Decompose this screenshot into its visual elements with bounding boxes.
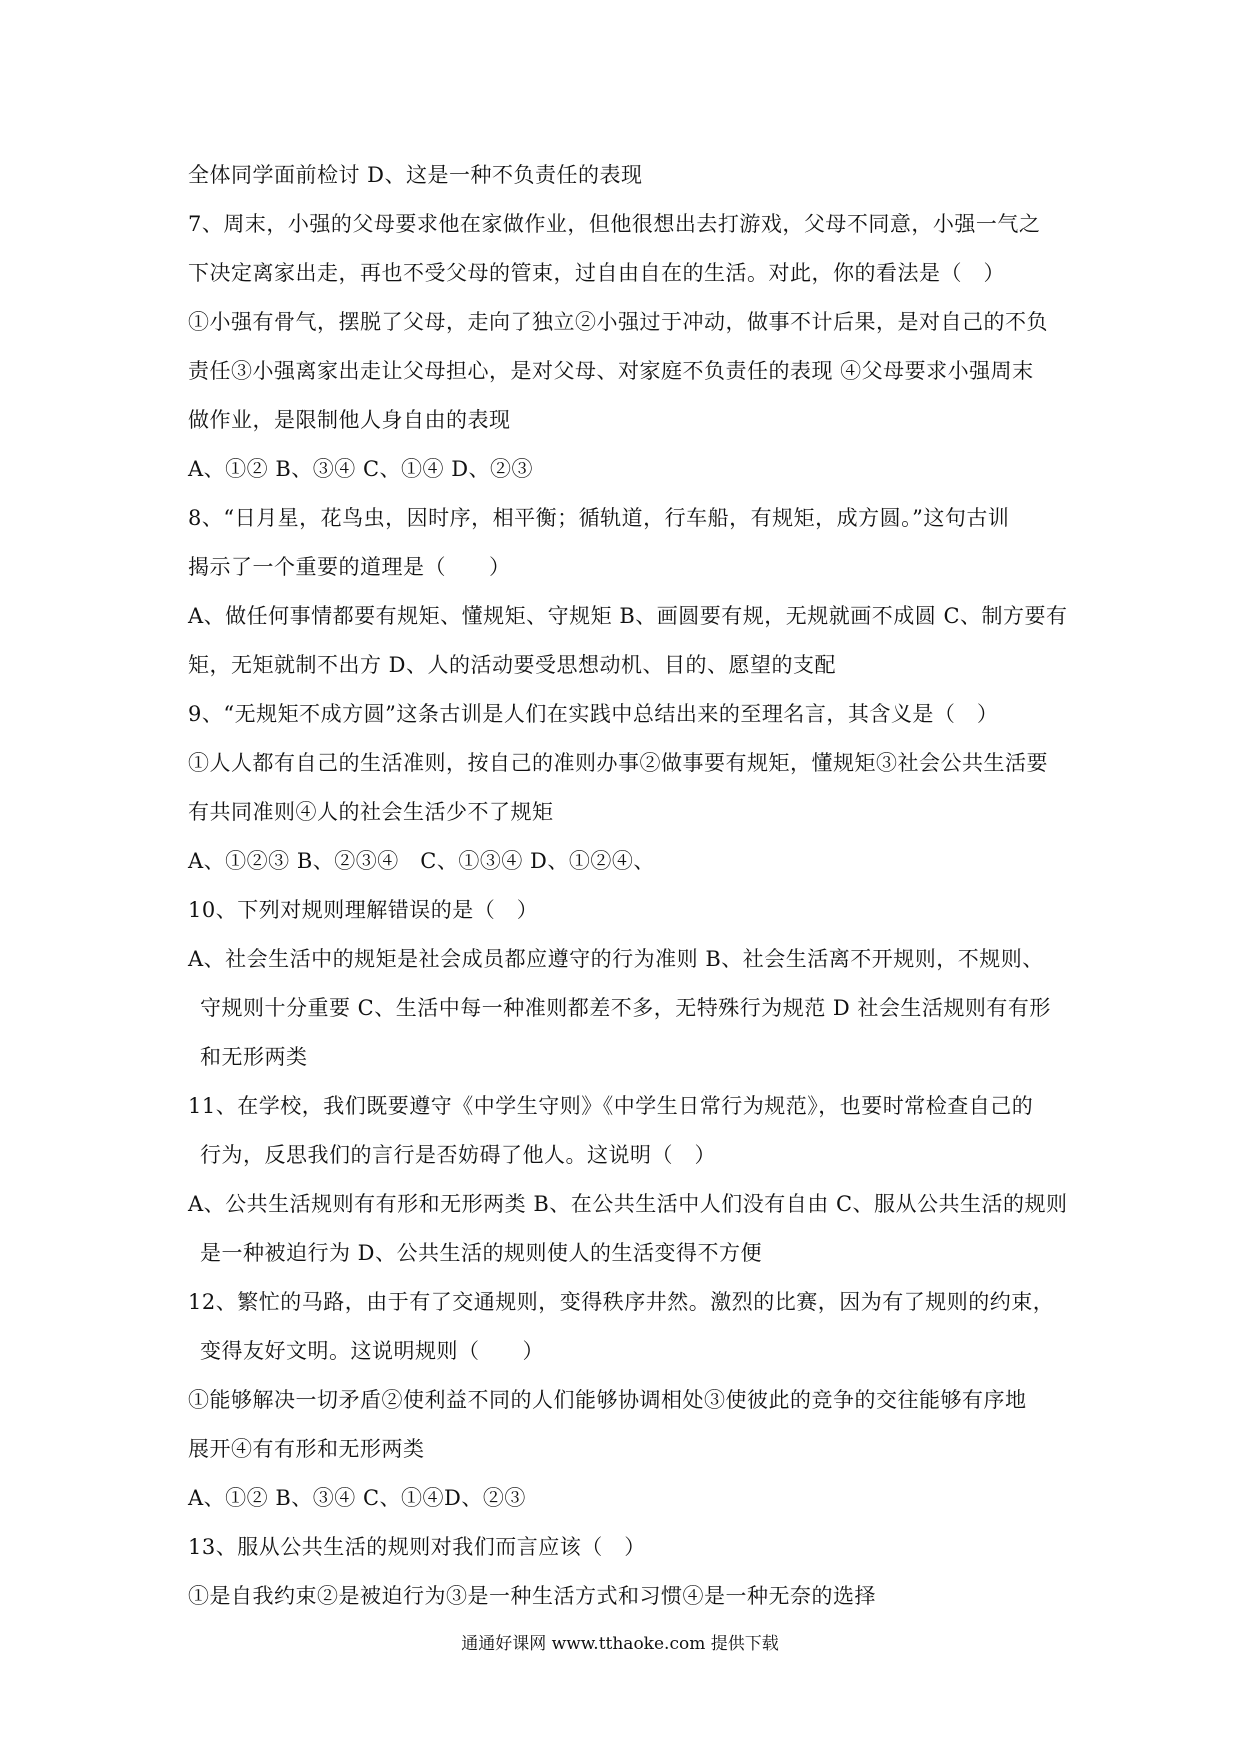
text-line: 和无形两类	[200, 1045, 308, 1069]
answer-options: A、①② B、③④ C、①④ D、②③	[188, 457, 534, 481]
answer-options: A、①②③ B、②③④ C、①③④ D、①②④、	[188, 849, 655, 873]
text-line: 做作业，是限制他人身自由的表现	[188, 408, 511, 432]
text-line: 责任③小强离家出走让父母担心，是对父母、对家庭不负责任的表现 ④父母要求小强周末	[188, 359, 1034, 383]
text-line: 变得友好文明。这说明规则（ ）	[200, 1339, 544, 1363]
text-line: 揭示了一个重要的道理是（ ）	[188, 555, 511, 579]
text-line: 有共同准则④人的社会生活少不了规矩	[188, 800, 554, 824]
question-8-line: 8、“日月星，花鸟虫，因时序，相平衡；循轨道，行车船，有规矩，成方圆。”这句古训	[188, 506, 1010, 530]
question-10-line: 10、下列对规则理解错误的是（ ）	[188, 898, 539, 922]
question-12-line: 12、繁忙的马路，由于有了交通规则，变得秩序井然。激烈的比赛，因为有了规则的约束，	[188, 1290, 1055, 1314]
answer-options: A、做任何事情都要有规矩、懂规矩、守规矩 B、画圆要有规，无规就画不成圆 C、制方要有	[188, 604, 1068, 628]
question-7-line: 7、周末，小强的父母要求他在家做作业，但他很想出去打游戏，父母不同意，小强一气之	[188, 212, 1041, 236]
text-line: 守规则十分重要 C、生活中每一种准则都差不多，无特殊行为规范 D 社会生活规则有有形	[200, 996, 1051, 1020]
text-line: 全体同学面前检讨 D、这是一种不负责任的表现	[188, 163, 643, 187]
answer-options: A、社会生活中的规矩是社会成员都应遵守的行为准则 B、社会生活离不开规则，不规则、	[188, 947, 1044, 971]
text-line: 行为，反思我们的言行是否妨碍了他人。这说明（ ）	[200, 1143, 716, 1167]
text-line: ①人人都有自己的生活准则，按自己的准则办事②做事要有规矩，懂规矩③社会公共生活要	[188, 751, 1048, 775]
answer-options: A、公共生活规则有有形和无形两类 B、在公共生活中人们没有自由 C、服从公共生活的规则	[188, 1192, 1068, 1216]
answer-options: A、①② B、③④ C、①④D、②③	[188, 1486, 526, 1510]
text-line: ①是自我约束②是被迫行为③是一种生活方式和习惯④是一种无奈的选择	[188, 1584, 876, 1608]
question-11-line: 11、在学校，我们既要遵守《中学生守则》《中学生日常行为规范》，也要时常检查自己的	[188, 1094, 1034, 1118]
text-line: 矩，无矩就制不出方 D、人的活动要受思想动机、目的、愿望的支配	[188, 653, 837, 677]
page-footer: 通通好课网 www.tthaoke.com 提供下载	[461, 1634, 779, 1654]
text-line: 展开④有有形和无形两类	[188, 1437, 425, 1461]
question-9-line: 9、“无规矩不成方圆”这条古训是人们在实践中总结出来的至理名言，其含义是（ ）	[188, 702, 999, 726]
text-line: 是一种被迫行为 D、公共生活的规则使人的生活变得不方便	[200, 1241, 763, 1265]
text-line: ①能够解决一切矛盾②使利益不同的人们能够协调相处③使彼此的竞争的交往能够有序地	[188, 1388, 1027, 1412]
question-13-line: 13、服从公共生活的规则对我们而言应该（ ）	[188, 1535, 646, 1559]
text-line: ①小强有骨气，摆脱了父母，走向了独立②小强过于冲动，做事不计后果，是对自己的不负	[188, 310, 1048, 334]
text-line: 下决定离家出走，再也不受父母的管束，过自由自在的生活。对此，你的看法是（ ）	[188, 261, 1005, 285]
